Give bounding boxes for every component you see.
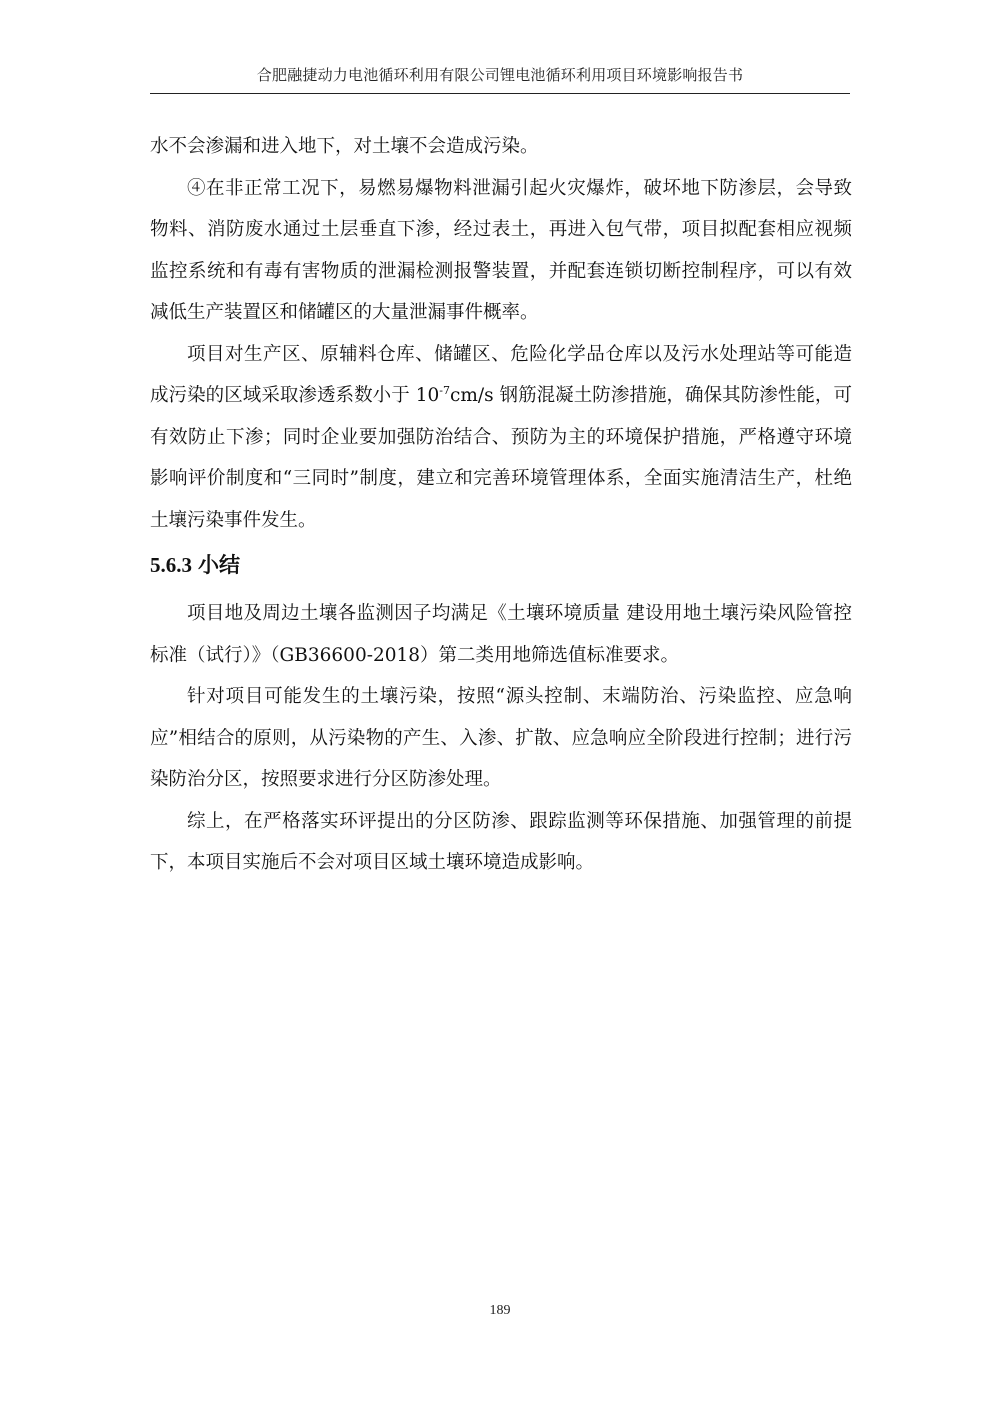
paragraph-abnormal-conditions: ④在非正常工况下，易燃易爆物料泄漏引起火灾爆炸，破坏地下防渗层，会导致物料、消防废水通过土层垂直下渗，经过表土，再进入包气带，项目拟配套相应视频监控系统和有毒有害物质的泄漏检测报警装置，并配套连锁切断控制程序，可以有效减低生产装置区和储罐区的大量泄漏事件概率。 bbox=[150, 177, 852, 323]
paragraph-continuation: 水不会渗漏和进入地下，对土壤不会造成污染。 bbox=[150, 136, 539, 157]
paragraph-summary-control: 针对项目可能发生的土壤污染，按照“源头控制、末端防治、污染监控、应急响应”相结合的原则，从污染物的产生、入渗、扩散、应急响应全阶段进行控制；进行污染防治分区，按照要求进行分区防渗处理。 bbox=[150, 686, 852, 790]
seepage-exponent: -7 bbox=[439, 384, 450, 397]
paragraph-seepage-measures bbox=[150, 334, 852, 542]
paragraph-summary-conclusion: 综上，在严格落实环评提出的分区防渗、跟踪监测等环保措施、加强管理的前提下，本项目实施后不会对项目区域土壤环境造成影响。 bbox=[150, 810, 852, 873]
page-number: 189 bbox=[489, 1303, 511, 1318]
paragraph-summary-standard: 项目地及周边土壤各监测因子均满足《土壤环境质量 建设用地土壤污染风险管控标准（试行）》（GB36600-2018）第二类用地筛选值标准要求。 bbox=[150, 603, 852, 666]
section-title: 小结 bbox=[198, 553, 240, 577]
seepage-text-after: cm/s 钢筋混凝土防渗措施，确保其防渗性能，可有效防止下渗；同时企业要加强防治结合、预防为主的环境保护措施，严格遵守环境影响评价制度和“三同时”制度，建立和完善环境管理体系，全面实施清洁生产，杜绝土壤污染事件发生。 bbox=[150, 385, 852, 531]
section-heading bbox=[150, 543, 852, 587]
section-number: 5.6.3 bbox=[150, 553, 192, 577]
header-divider bbox=[150, 93, 850, 94]
document-body bbox=[150, 126, 852, 884]
seepage-text-before: 项目对生产区、原辅料仓库、储罐区、危险化学品仓库以及污水处理站等可能造成污染的区域采取渗透系数小于 10 bbox=[150, 343, 852, 406]
running-header: 合肥融捷动力电池循环利用有限公司锂电池循环利用项目环境影响报告书 bbox=[256, 66, 744, 84]
